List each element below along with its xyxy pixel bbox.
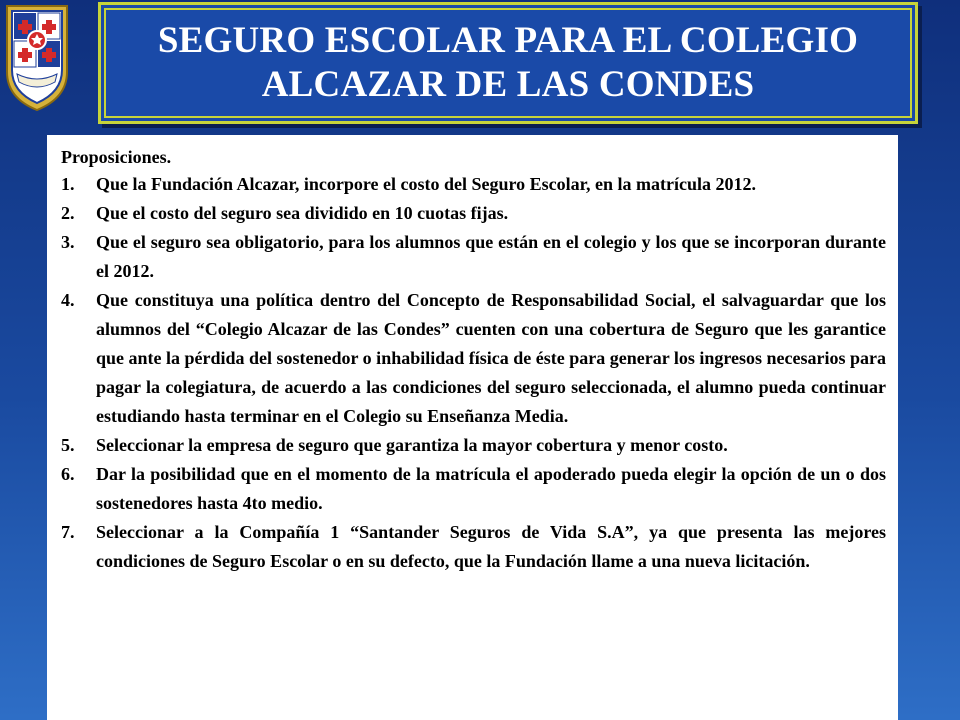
list-item-number: 3. [61,232,75,252]
list-item [61,199,886,228]
list-item-text: Dar la posibilidad que en el momento de la matrícula el apoderado pueda elegir la opción de un o dos sostenedores hasta 4to medio. [96,464,886,513]
list-item-number: 5. [61,435,75,455]
slide-title-line-2: ALCAZAR DE LAS CONDES [261,64,755,105]
list-item [61,286,886,431]
section-heading: Proposiciones. [61,147,172,167]
school-crest-logo [3,2,71,112]
list-item-number: 1. [61,174,75,194]
list-item-text: Que constituya una política dentro del Concepto de Responsabilidad Social, el salvaguardar que los alumnos del “Colegio Alcazar de las Condes” cuenten con una cobertura de Seguro que les garantice que ante la pérdida del sostenedor o inhabilidad física de éste para generar los ingresos necesarios para pagar la colegiatura, de acuerdo a las condiciones del seguro seleccionada, el alumno pueda continuar estudiando hasta terminar en el Colegio su Enseñanza Media. [96,290,887,426]
list-item [61,170,886,199]
list-item-text: Seleccionar la empresa de seguro que garantiza la mayor cobertura y menor costo. [96,435,728,455]
list-item-number: 2. [61,203,75,223]
list-item [61,228,886,286]
list-item [61,460,886,518]
list-item-text: Que el costo del seguro sea dividido en 10 cuotas fijas. [96,203,509,223]
list-item-text: Que el seguro sea obligatorio, para los alumnos que están en el colegio y los que se incorporan durante el 2012. [96,232,886,281]
list-item [61,431,886,460]
proposals-list [61,170,886,576]
school-crest-icon [3,2,71,112]
list-item-text: Seleccionar a la Compañía 1 “Santander Seguros de Vida S.A”, ya que presenta las mejores condiciones de Seguro Escolar o en su defecto, que la Fundación llame a una nueva licitación. [96,522,886,571]
slide-title-banner [98,2,918,124]
slide-title-line-1: SEGURO ESCOLAR PARA EL COLEGIO [157,20,859,61]
list-item [61,518,886,576]
list-item-number: 6. [61,464,75,484]
list-item-number: 7. [61,522,75,542]
list-item-text: Que la Fundación Alcazar, incorpore el costo del Seguro Escolar, en la matrícula 2012. [96,174,756,194]
list-item-number: 4. [61,290,75,310]
content-panel [47,135,898,720]
